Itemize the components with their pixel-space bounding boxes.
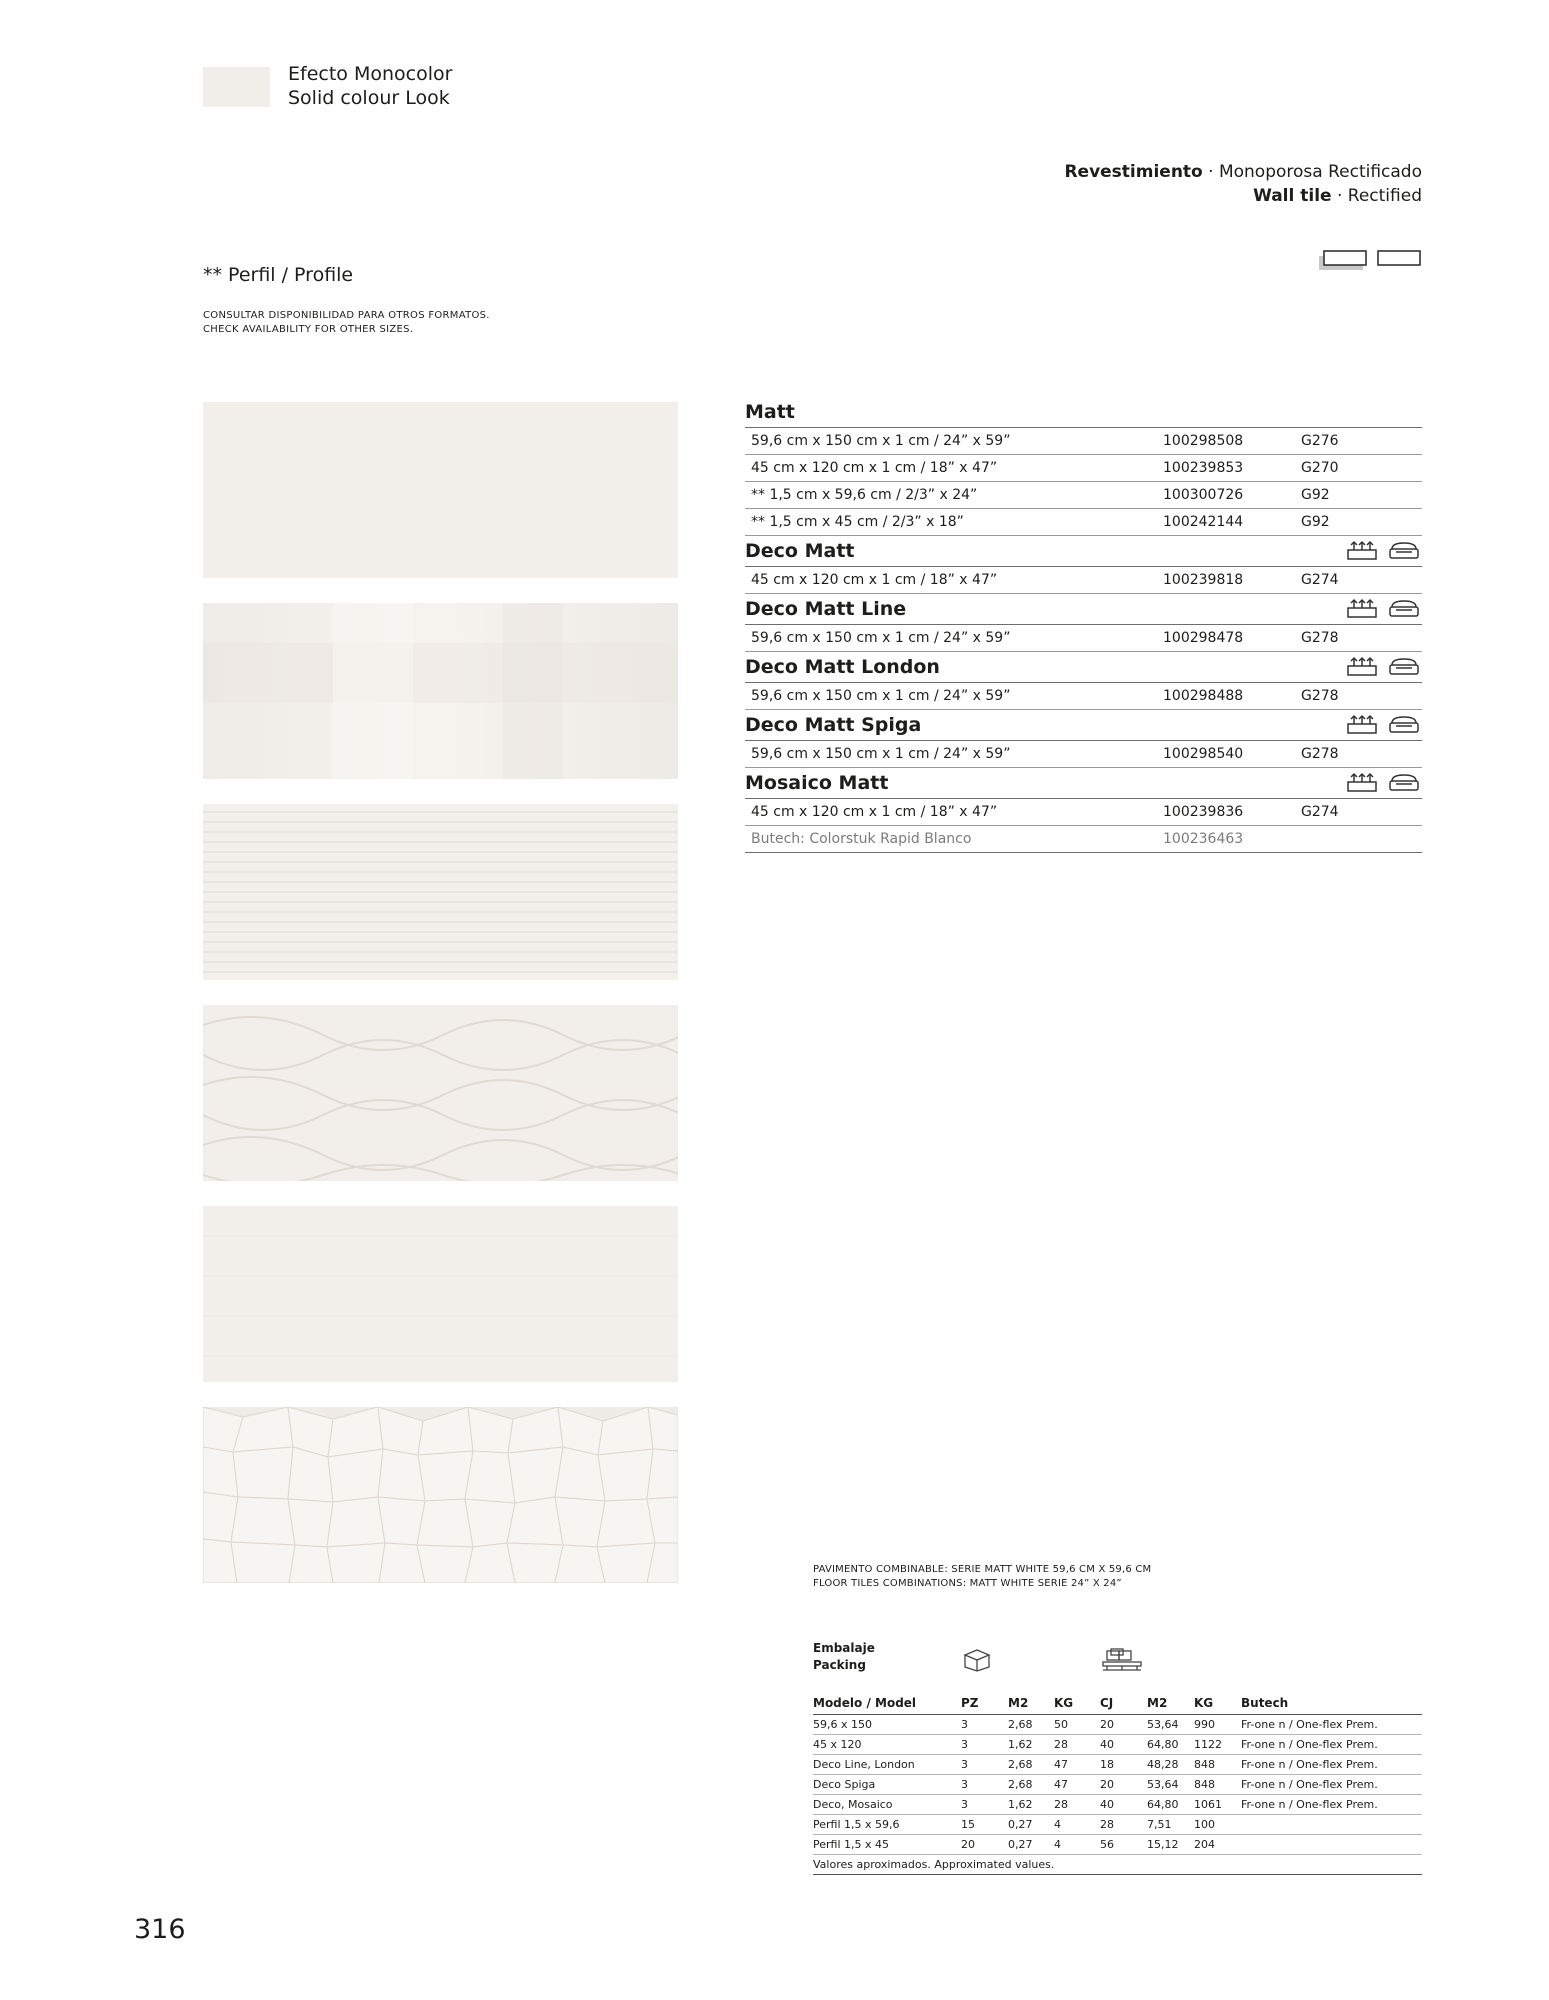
bathroom-icon <box>1346 656 1378 678</box>
product-group-header <box>745 536 1422 567</box>
product-group-header <box>745 594 1422 625</box>
table-cell: Fr-one n / One-flex Prem. <box>1241 1735 1422 1755</box>
table-row <box>813 1815 1422 1835</box>
format-icons <box>1318 248 1422 272</box>
product-row <box>745 482 1422 509</box>
product-row <box>745 455 1422 482</box>
availability-note <box>203 309 490 337</box>
product-code: 100239853 <box>1163 460 1244 476</box>
table-cell: Perfil 1,5 x 45 <box>813 1835 961 1855</box>
look-title: Efecto Monocolor <box>288 63 453 85</box>
product-group-header <box>745 652 1422 683</box>
table-cell: 0,27 <box>1008 1835 1054 1855</box>
table-cell: Fr-one n / One-flex Prem. <box>1241 1715 1422 1735</box>
table-cell: 15 <box>961 1815 1008 1835</box>
category-block <box>1064 160 1422 208</box>
availability-note-en: CHECK AVAILABILITY FOR OTHER SIZES. <box>203 324 414 335</box>
tile-image-deco-matt <box>203 603 678 779</box>
table-cell: Fr-one n / One-flex Prem. <box>1241 1795 1422 1815</box>
product-row <box>745 567 1422 594</box>
product-row <box>745 509 1422 536</box>
living-room-icon <box>1388 540 1420 562</box>
table-cell: Fr-one n / One-flex Prem. <box>1241 1755 1422 1775</box>
packing-header-row <box>813 1692 1422 1715</box>
table-cell: Perfil 1,5 x 59,6 <box>813 1815 961 1835</box>
packing-footnote: Valores aproximados. Approximated values. <box>813 1855 1422 1875</box>
category-es-bold: Revestimiento <box>1064 162 1203 182</box>
packing-footnote-row <box>813 1855 1422 1875</box>
table-cell: 45 x 120 <box>813 1735 961 1755</box>
product-size: 59,6 cm x 150 cm x 1 cm / 24” x 59” <box>751 688 1011 704</box>
table-cell: 848 <box>1194 1755 1241 1775</box>
packing-header-cell: PZ <box>961 1692 1008 1715</box>
colour-swatch <box>203 67 270 107</box>
product-code: 100300726 <box>1163 487 1244 503</box>
table-cell: 20 <box>1100 1715 1147 1735</box>
packing-header-cell: Butech <box>1241 1692 1422 1715</box>
product-ref: G278 <box>1301 688 1339 704</box>
bathroom-icon <box>1346 540 1378 562</box>
table-cell: 59,6 x 150 <box>813 1715 961 1735</box>
availability-note-es: CONSULTAR DISPONIBILIDAD PARA OTROS FORMATOS. <box>203 310 490 321</box>
product-ref: G276 <box>1301 433 1339 449</box>
product-code: 100239818 <box>1163 572 1244 588</box>
product-group-name: Deco Matt London <box>745 656 940 678</box>
table-cell: 15,12 <box>1147 1835 1194 1855</box>
product-group-name: Mosaico Matt <box>745 772 889 794</box>
table-cell: 1122 <box>1194 1735 1241 1755</box>
product-ref: G274 <box>1301 572 1339 588</box>
product-group-name: Deco Matt <box>745 540 855 562</box>
product-group-header <box>745 768 1422 799</box>
table-cell: 50 <box>1054 1715 1100 1735</box>
product-ref: G278 <box>1301 746 1339 762</box>
pallet-icon <box>1101 1648 1143 1672</box>
table-cell: 204 <box>1194 1835 1241 1855</box>
table-cell: 100 <box>1194 1815 1241 1835</box>
table-cell: 2,68 <box>1008 1775 1054 1795</box>
living-room-icon <box>1388 656 1420 678</box>
product-ref: G92 <box>1301 514 1330 530</box>
table-cell: 47 <box>1054 1755 1100 1775</box>
product-row <box>745 741 1422 768</box>
product-size: 45 cm x 120 cm x 1 cm / 18” x 47” <box>751 460 998 476</box>
packing-table <box>813 1692 1422 1875</box>
format-rectangles-icon <box>1318 248 1422 272</box>
product-code: 100239836 <box>1163 804 1244 820</box>
table-row <box>813 1735 1422 1755</box>
look-subtitle: Solid colour Look <box>288 87 450 109</box>
product-group-name: Matt <box>745 401 795 423</box>
table-cell: Deco Line, London <box>813 1755 961 1775</box>
table-cell: 4 <box>1054 1835 1100 1855</box>
product-ref: G270 <box>1301 460 1339 476</box>
packing-header-cell: Modelo / Model <box>813 1692 961 1715</box>
profile-title: ** Perfil / Profile <box>203 264 354 286</box>
product-size: 59,6 cm x 150 cm x 1 cm / 24” x 59” <box>751 630 1011 646</box>
table-cell: 0,27 <box>1008 1815 1054 1835</box>
product-group-header <box>745 710 1422 741</box>
living-room-icon <box>1388 772 1420 794</box>
living-room-icon <box>1388 714 1420 736</box>
table-cell: 64,80 <box>1147 1735 1194 1755</box>
table-cell: 1061 <box>1194 1795 1241 1815</box>
packing-header-cell: M2 <box>1008 1692 1054 1715</box>
tile-image-deco-matt-spiga <box>203 1206 678 1382</box>
packing-header-cell: KG <box>1194 1692 1241 1715</box>
category-en-bold: Wall tile <box>1253 186 1332 206</box>
tile-image-deco-matt-london <box>203 1005 678 1181</box>
product-size: ** 1,5 cm x 45 cm / 2/3” x 18” <box>751 514 964 530</box>
product-row <box>745 625 1422 652</box>
category-en <box>1064 184 1422 208</box>
product-group-name: Deco Matt Spiga <box>745 714 922 736</box>
product-code: 100298488 <box>1163 688 1244 704</box>
product-code: 100242144 <box>1163 514 1244 530</box>
table-cell: 3 <box>961 1715 1008 1735</box>
bathroom-icon <box>1346 598 1378 620</box>
table-row <box>813 1835 1422 1855</box>
table-cell: 53,64 <box>1147 1775 1194 1795</box>
table-cell: Deco Spiga <box>813 1775 961 1795</box>
product-group-header <box>745 397 1422 428</box>
floor-combination-en: FLOOR TILES COMBINATIONS: MATT WHITE SERIE 24” X 24” <box>813 1578 1122 1589</box>
table-cell: 40 <box>1100 1795 1147 1815</box>
table-cell: 28 <box>1100 1815 1147 1835</box>
table-cell: 40 <box>1100 1735 1147 1755</box>
tile-image-deco-matt-line <box>203 804 678 980</box>
product-row <box>745 683 1422 710</box>
table-cell: 28 <box>1054 1795 1100 1815</box>
category-es-rest: · Monoporosa Rectificado <box>1202 162 1422 182</box>
packing-header-cell: CJ <box>1100 1692 1147 1715</box>
table-cell: 2,68 <box>1008 1715 1054 1735</box>
table-cell: 2,68 <box>1008 1755 1054 1775</box>
packing-header-cell: KG <box>1054 1692 1100 1715</box>
product-code: 100298508 <box>1163 433 1244 449</box>
table-cell: 47 <box>1054 1775 1100 1795</box>
butech-code: 100236463 <box>1163 831 1244 847</box>
packing-label-es: Embalaje <box>813 1641 875 1655</box>
packing-header-cell: M2 <box>1147 1692 1194 1715</box>
butech-row <box>745 826 1422 853</box>
product-ref: G274 <box>1301 804 1339 820</box>
product-size: ** 1,5 cm x 59,6 cm / 2/3” x 24” <box>751 487 978 503</box>
table-cell: 1,62 <box>1008 1795 1054 1815</box>
floor-combination-note <box>813 1563 1151 1591</box>
table-cell <box>1241 1835 1422 1855</box>
product-group-name: Deco Matt Line <box>745 598 907 620</box>
table-cell: 64,80 <box>1147 1795 1194 1815</box>
table-row <box>813 1795 1422 1815</box>
table-row <box>813 1715 1422 1735</box>
box-icon <box>962 1648 992 1672</box>
table-cell: Fr-one n / One-flex Prem. <box>1241 1775 1422 1795</box>
table-cell: 1,62 <box>1008 1735 1054 1755</box>
table-cell: 990 <box>1194 1715 1241 1735</box>
bathroom-icon <box>1346 714 1378 736</box>
packing-label-en: Packing <box>813 1658 866 1672</box>
table-cell: 3 <box>961 1775 1008 1795</box>
table-cell: 3 <box>961 1755 1008 1775</box>
table-cell: 53,64 <box>1147 1715 1194 1735</box>
tile-image-matt <box>203 402 678 578</box>
tile-image-mosaico-matt <box>203 1407 678 1583</box>
table-cell: 20 <box>1100 1775 1147 1795</box>
table-cell: 56 <box>1100 1835 1147 1855</box>
table-cell <box>1241 1815 1422 1835</box>
table-cell: 20 <box>961 1835 1008 1855</box>
product-row <box>745 799 1422 826</box>
table-cell: Deco, Mosaico <box>813 1795 961 1815</box>
product-ref: G92 <box>1301 487 1330 503</box>
table-cell: 3 <box>961 1795 1008 1815</box>
table-cell: 4 <box>1054 1815 1100 1835</box>
page-number: 316 <box>134 1914 186 1945</box>
table-cell: 28 <box>1054 1735 1100 1755</box>
table-row <box>813 1755 1422 1775</box>
product-row <box>745 428 1422 455</box>
table-cell: 848 <box>1194 1775 1241 1795</box>
table-cell: 7,51 <box>1147 1815 1194 1835</box>
table-cell: 48,28 <box>1147 1755 1194 1775</box>
bathroom-icon <box>1346 772 1378 794</box>
product-size: 59,6 cm x 150 cm x 1 cm / 24” x 59” <box>751 746 1011 762</box>
product-code: 100298478 <box>1163 630 1244 646</box>
table-cell: 18 <box>1100 1755 1147 1775</box>
product-ref: G278 <box>1301 630 1339 646</box>
product-size: 45 cm x 120 cm x 1 cm / 18” x 47” <box>751 572 998 588</box>
butech-label: Butech: Colorstuk Rapid Blanco <box>751 831 972 847</box>
table-cell: 3 <box>961 1735 1008 1755</box>
category-es <box>1064 160 1422 184</box>
product-code: 100298540 <box>1163 746 1244 762</box>
packing-label <box>813 1640 875 1674</box>
category-en-rest: · Rectified <box>1331 186 1422 206</box>
table-row <box>813 1775 1422 1795</box>
living-room-icon <box>1388 598 1420 620</box>
product-size: 59,6 cm x 150 cm x 1 cm / 24” x 59” <box>751 433 1011 449</box>
product-size: 45 cm x 120 cm x 1 cm / 18” x 47” <box>751 804 998 820</box>
floor-combination-es: PAVIMENTO COMBINABLE: SERIE MATT WHITE 59,6 CM X 59,6 CM <box>813 1564 1152 1575</box>
product-table <box>745 397 1422 853</box>
